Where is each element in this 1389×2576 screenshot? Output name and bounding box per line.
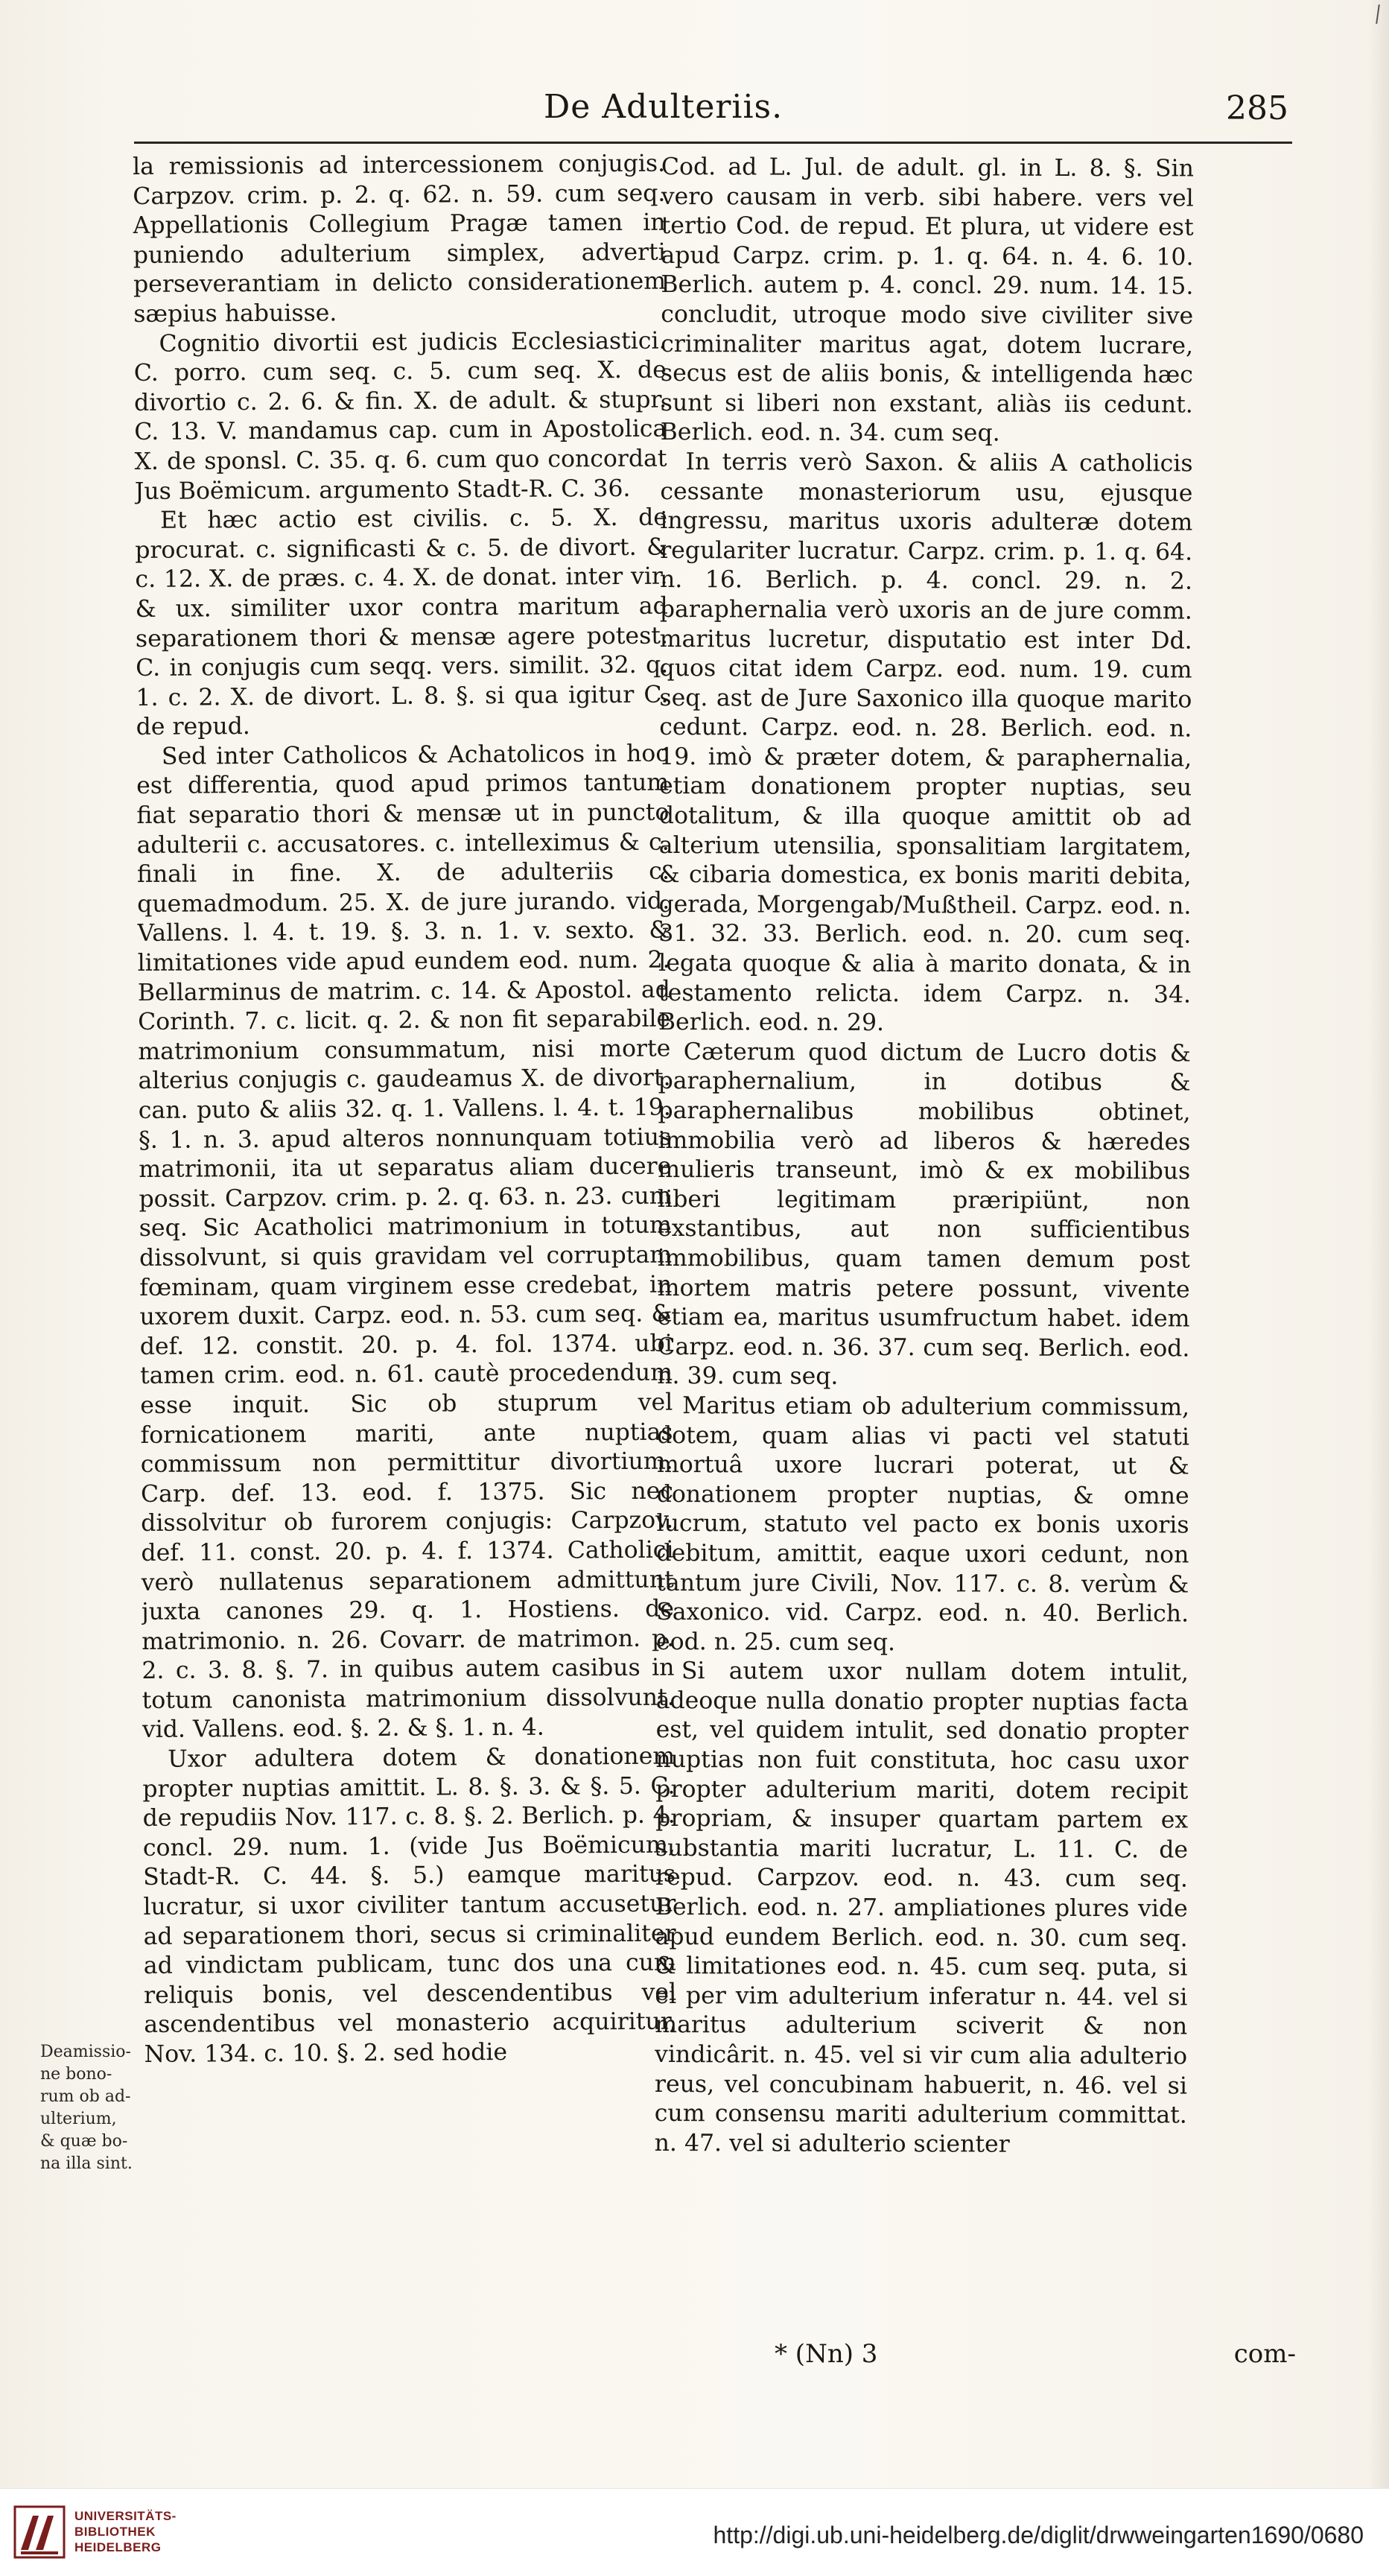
- margin-note-line: na illa sint.: [40, 2154, 133, 2173]
- paragraph: Cod. ad L. Jul. de adult. gl. in L. 8. §. Sin vero causam in verb. sibi habere. vers vel tertio Cod. de repud. Et plura, ut videre est apud Carpz. crim. p. 1. q. 64. n. 4. 6. 10. Berlich. autem p. 4. concl. 29. num. 14. 15. concludit, utroque modo sive civiliter sive criminaliter maritus agat, dotem lucrare, secus est de aliis bonis, & intelligenda hæc sunt si liberi non exstant, aliàs iis cedunt. Berlich. eod. n. 34. cum seq.: [660, 153, 1194, 447]
- margin-note-line: ne bono-: [40, 2065, 112, 2084]
- viewer-footer-bar: [0, 2488, 1389, 2576]
- paragraph: Cognitio divortii est judicis Ecclesiastici. C. porro. cum seq. c. 5. cum seq. X. de divortio c. 2. 6. & fin. X. de adult. & stupr. C. 13. V. mandamus cap. cum in Apostolica X. de sponsl. C. 35. q. 6. cum quo concordat Jus Boëmicum. argumento Stadt-R. C. 36.: [133, 327, 667, 505]
- paragraph: Maritus etiam ob adulterium commissum, dotem, quam alias vi pacti vel statuti mortuâ uxore lucrari poterat, ut & donationem propter nuptias, & omne lucrum, statuto vel pacto ex bonis uxoris debitum, amittit, eaque uxori cedunt, non tantum jure Civili, Nov. 117. c. 8. verùm & Saxonico. vid. Carpz. eod. n. 40. Berlich. eod. n. 25. cum seq.: [655, 1392, 1190, 1656]
- page-number: 285: [1226, 89, 1288, 127]
- left-column: [133, 150, 678, 2373]
- margin-note-line: rum ob ad-: [40, 2087, 131, 2106]
- page-fold-shadow: [1368, 0, 1389, 2488]
- university-library-logo-icon[interactable]: [13, 2505, 66, 2559]
- margin-note-line: & quæ bo-: [40, 2132, 128, 2151]
- paragraph: Et hæc actio est civilis. c. 5. X. de procurat. c. significasti & c. 5. de divort. & c. 12. X. de præs. c. 4. X. de donat. inter vir. & ux. similiter uxor contra maritum ad separationem thori & mensæ agere potest. C. in conjugis cum seqq. vers. similit. 32. q. 1. c. 2. X. de divort. L. 8. §. si qua igitur C. de repud.: [135, 504, 669, 741]
- header-rule: [134, 142, 1292, 144]
- library-name-line: UNIVERSITÄTS-: [74, 2509, 177, 2523]
- paragraph: In terris verò Saxon. & aliis A catholicis cessante monasteriorum usu, ejusque ingressu, maritus uxoris adulteræ dotem regulariter lucratur. Carpz. crim. p. 1. q. 64. n. 16. Berlich. p. 4. concl. 29. n. 2. paraphernalia verò uxoris an de jure comm. maritus lucretur, disputatio est inter Dd. quos citat idem Carpz. eod. num. 19. cum seq. ast de Jure Saxonico illa quoque marito cedunt. Carpz. eod. n. 28. Berlich. eod. n. 19. imò & præter dotem, & paraphernalia, etiam donationem propter nuptias, seu dotalitum, & illa quoque amittit ob ad alterium utensilia, sponsalitiam largitatem, & cibaria domestica, ex bonis mariti debita, gerada, Morgengab/Mußtheil. Carpz. eod. n. 31. 32. 33. Berlich. eod. n. 20. cum seq. legata quoque & alia à marito donata, & in testamento relicta. idem Carpz. n. 34. Berlich. eod. n. 29.: [658, 448, 1193, 1037]
- library-name-line: HEIDELBERG: [74, 2540, 162, 2554]
- right-column: [654, 153, 1194, 2374]
- margin-note-line: ulterium,: [40, 2110, 117, 2128]
- paragraph: Cæterum quod dictum de Lucro dotis & paraphernalium, in dotibus & paraphernalibus mobilibus obtinet, immobilia verò ad liberos & hæredes mulieris transeunt, imò & ex mobilibus liberi legitimam præripiünt, non exstantibus, aut non sufficientibus immobilibus, quam tamen demum post mortem matris petere possunt, vivente etiam ea, maritus usumfructum habet. idem Carpz. eod. n. 36. 37. cum seq. Berlich. eod. n. 39. cum seq.: [657, 1038, 1191, 1391]
- paragraph: la remissionis ad intercessionem conjugis. Carpzov. crim. p. 2. q. 62. n. 59. cum seq. Appellationis Collegium Pragæ tamen in puniendo adulterium simplex, adverti perseverantiam in delicto considerationem sæpius habuisse.: [133, 150, 667, 328]
- margin-note-line: Deamissio-: [40, 2043, 131, 2061]
- page-title: De Adulteriis.: [544, 88, 784, 126]
- page-footer: [775, 2339, 1296, 2376]
- running-head: [127, 88, 1288, 147]
- margin-note: [40, 2041, 133, 2175]
- paragraph: Si autem uxor nullam dotem intulit, adeoque nulla donatio propter nuptias facta est, vel quidem intulit, sed donatio propter nuptias non fuit constituta, hoc casu uxor propter adulterium mariti, dotem recipit propriam, & insuper quartam partem ex substantia mariti lucratur, L. 11. C. de repud. Carpzov. eod. n. 43. cum seq. Berlich. eod. n. 27. ampliationes plures vide apud eundem Berlich. eod. n. 30. cum seq. & limitationes eod. n. 45. cum seq. puta, si ei per vim adulterium inferatur n. 44. vel si maritus adulterium sciverit & non vindicârit. n. 45. vel si vir cum alia adulterio reus, vel concubinam habuerit, n. 46. vel si cum consensu mariti adulterium committat. n. 47. vel si adulterio scienter: [654, 1657, 1189, 2158]
- library-name-line: BIBLIOTHEK: [74, 2525, 156, 2539]
- signature-mark: * (Nn) 3: [775, 2339, 878, 2369]
- paragraph: Sed inter Catholicos & Achatolicos in hoc est differentia, quod apud primos tantum fiat separatio thori & mensæ ut in puncto adulterii c. accusatores. c. intelleximus & c. finali in fine. X. de adulteriis c. quemadmodum. 25. X. de jure jurando. vid. Vallens. l. 4. t. 19. §. 3. n. 1. v. sexto. & limitationes vide apud eundem eod. num. 2. Bellarminus de matrim. c. 14. & Apostol. ad Corinth. 7. c. licit. q. 2. & non fit separabile matrimonium consummatum, nisi morte alterius conjugis c. gaudeamus X. de divort. can. puto & aliis 32. q. 1. Vallens. l. 4. t. 19. §. 1. n. 3. apud alteros nonnunquam totius matrimonii, ita ut separatus aliam ducere possit. Carpzov. crim. p. 2. q. 63. n. 23. cum seq. Sic Acatholici matrimonium in totum dissolvunt, si quis gravidam vel corruptam fœminam, quam virginem esse credebat, in uxorem duxit. Carpz. eod. n. 53. cum seq. & def. 12. constit. 20. p. 4. fol. 1374. ubi tamen crim. eod. n. 61. cautè procedendum esse inquit. Sic ob stuprum vel fornicationem mariti, ante nuptias commissum non permittitur divortium. Carp. def. 13. eod. f. 1375. Sic nec dissolvitur ob furorem conjugis: Carpzov. def. 11. const. 20. p. 4. f. 1374. Catholici verò nullatenus separationem admittunt juxta canones 29. q. 1. Hostiens. de matrimonio. n. 26. Covarr. de matrimon. p. 2. c. 3. 8. §. 7. in quibus autem casibus in totum canonista matrimonium dissolvunt. vid. Vallens. eod. §. 2. & §. 1. n. 4.: [136, 740, 675, 1744]
- library-name[interactable]: [74, 2508, 177, 2555]
- catchword: com-: [1233, 2339, 1296, 2369]
- paragraph: Uxor adultera dotem & donationem propter nuptias amittit. L. 8. §. 3. & §. 5. C. de repudiis Nov. 117. c. 8. §. 2. Berlich. p. 4. concl. 29. num. 1. (vide Jus Boëmicum, Stadt-R. C. 44. §. 5.) eamque maritus lucratur, si uxor civiliter tantum accusetur ad separationem thori, secus si criminaliter ad vindictam publicam, tunc dos una cum reliquis bonis, vel descendentibus vel ascendentibus vel monasterio acquiritur, Nov. 134. c. 10. §. 2. sed hodie: [142, 1742, 677, 2068]
- permalink-url[interactable]: http://digi.ub.uni-heidelberg.de/diglit/drwweingarten1690/0680: [713, 2522, 1364, 2548]
